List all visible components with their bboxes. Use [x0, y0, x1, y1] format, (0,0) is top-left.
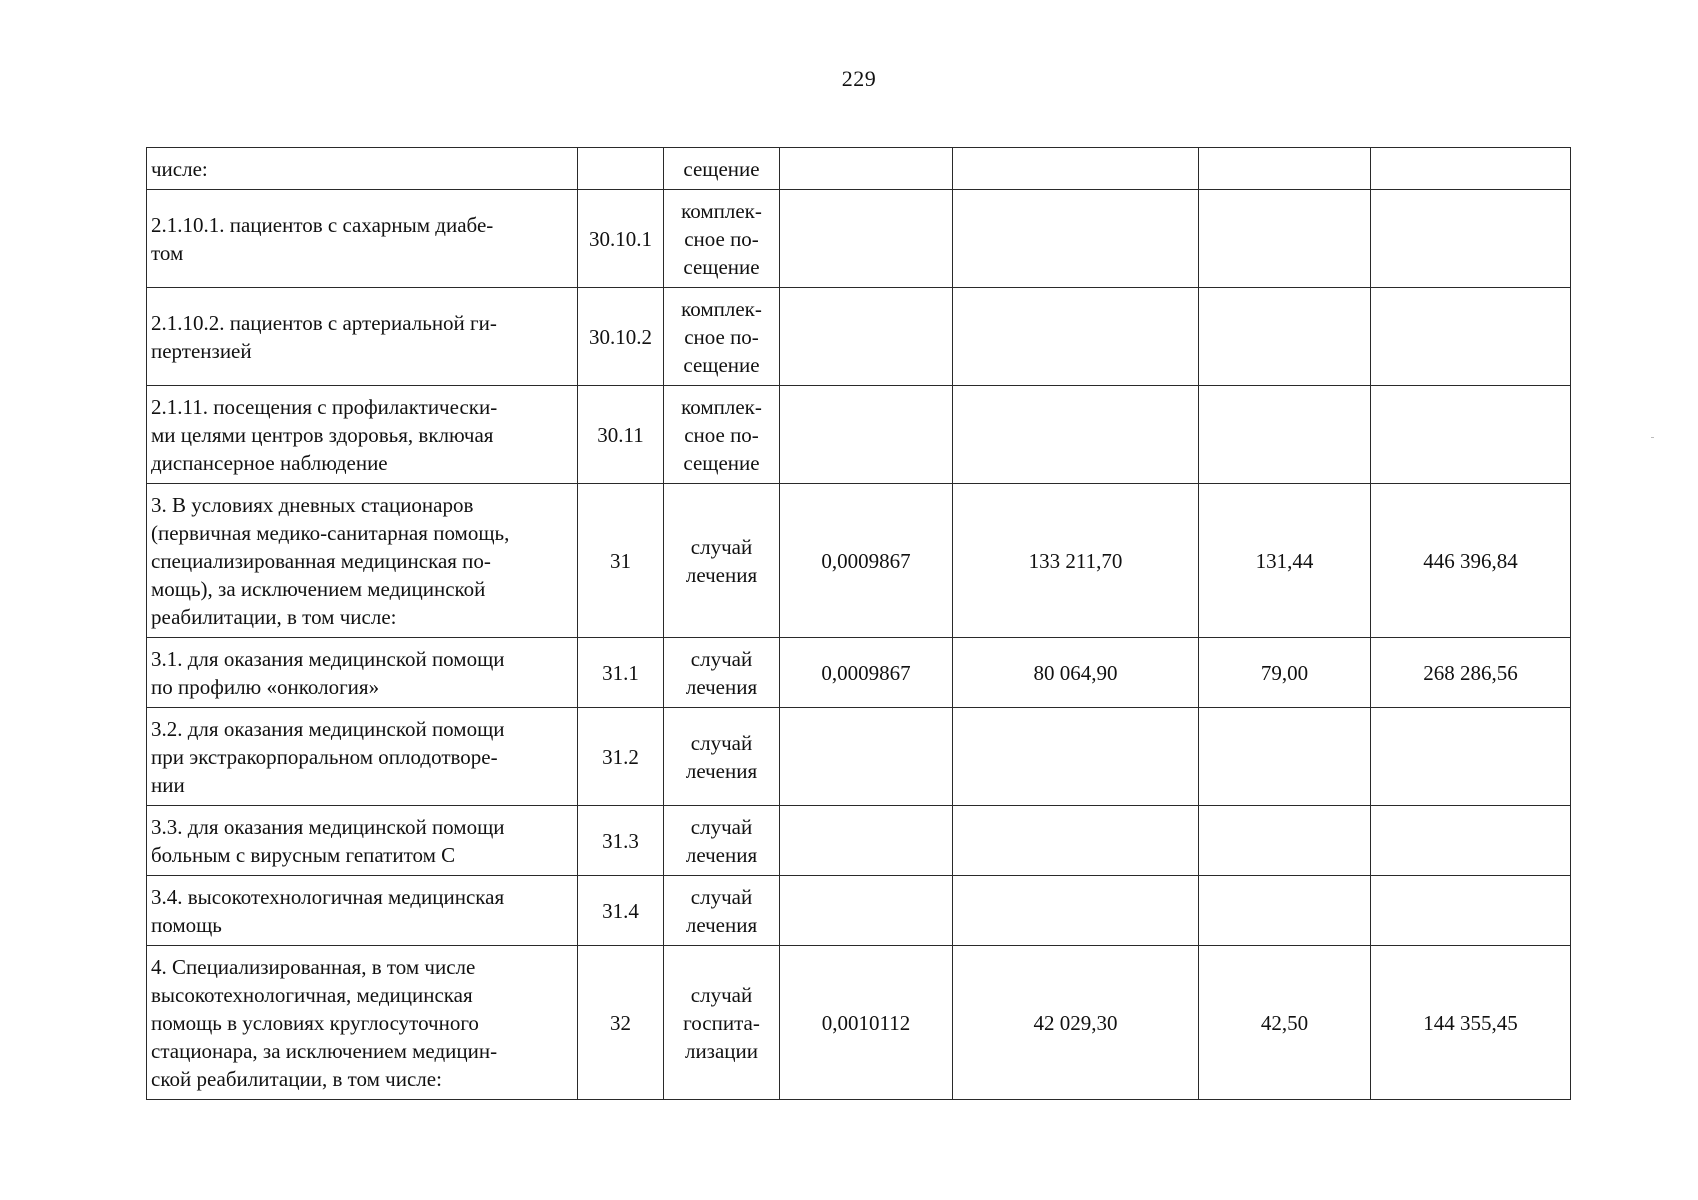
row-value-cell [1371, 386, 1571, 484]
row-value-cell [1371, 708, 1571, 806]
row-name-cell [147, 148, 578, 190]
text-line: том [151, 240, 184, 265]
row-code-cell: 31 [578, 484, 664, 638]
row-unit-cell [664, 876, 780, 946]
text-line: 3.1. для оказания медицинской помощи [151, 646, 505, 671]
row-code-cell: 31.4 [578, 876, 664, 946]
row-value-cell [780, 806, 953, 876]
row-value-cell [1371, 288, 1571, 386]
row-name-cell [147, 876, 578, 946]
row-code-cell: 31.1 [578, 638, 664, 708]
row-value-cell [1199, 190, 1371, 288]
row-code-cell: 30.10.1 [578, 190, 664, 288]
text-line: ской реабилитации, в том числе: [151, 1066, 442, 1091]
text-line: ми целями центров здоровья, включая [151, 422, 494, 447]
text-line: (первичная медико-санитарная помощь, [151, 520, 510, 545]
text-line: лечения [685, 842, 758, 867]
row-unit-cell [664, 288, 780, 386]
row-value-cell [1199, 708, 1371, 806]
text-line: сное по- [684, 324, 759, 349]
text-line: нии [151, 772, 185, 797]
row-code-cell: 30.11 [578, 386, 664, 484]
row-value-cell [953, 386, 1199, 484]
row-unit-cell [664, 946, 780, 1100]
row-value-cell [780, 876, 953, 946]
text-line: реабилитации, в том числе: [151, 604, 397, 629]
text-line: 3.2. для оказания медицинской помощи [151, 716, 505, 741]
row-value-cell: 133 211,70 [953, 484, 1199, 638]
table-row [147, 148, 1571, 190]
row-unit-cell [664, 708, 780, 806]
text-line: случай [690, 646, 753, 671]
table-row [147, 876, 1571, 946]
table-row [147, 638, 1571, 708]
text-line: сещение [683, 450, 760, 475]
row-value-cell: 80 064,90 [953, 638, 1199, 708]
text-line: случай [690, 730, 753, 755]
row-value-cell [1199, 288, 1371, 386]
table-row [147, 708, 1571, 806]
row-value-cell [780, 708, 953, 806]
text-line: комплек- [681, 394, 762, 419]
tariff-table [146, 147, 1571, 1100]
row-value-cell [953, 190, 1199, 288]
text-line: лизации [684, 1038, 759, 1063]
text-line: сещение [683, 254, 760, 279]
text-line: больным с вирусным гепатитом С [151, 842, 456, 867]
text-line: по профилю «онкология» [151, 674, 380, 699]
row-value-cell: 42,50 [1199, 946, 1371, 1100]
scan-artifact [1651, 437, 1654, 438]
row-value-cell [953, 806, 1199, 876]
text-line: помощь [151, 912, 222, 937]
text-line: комплек- [681, 296, 762, 321]
text-line: 3.4. высокотехнологичная медицинская [151, 884, 505, 909]
row-value-cell: 0,0009867 [780, 638, 953, 708]
row-unit-cell [664, 386, 780, 484]
row-value-cell [780, 288, 953, 386]
row-unit-cell [664, 806, 780, 876]
text-line: лечения [685, 674, 758, 699]
row-value-cell [1199, 148, 1371, 190]
text-line: специализированная медицинская по- [151, 548, 491, 573]
row-value-cell [1199, 876, 1371, 946]
text-line: 4. Специализированная, в том числе [151, 954, 476, 979]
text-line: сещение [683, 156, 760, 181]
text-line: случай [690, 814, 753, 839]
row-value-cell [1199, 806, 1371, 876]
row-code-cell [578, 148, 664, 190]
row-code-cell: 31.2 [578, 708, 664, 806]
row-value-cell [1371, 806, 1571, 876]
row-name-cell [147, 708, 578, 806]
row-name-cell [147, 386, 578, 484]
row-value-cell [1371, 148, 1571, 190]
text-line: стационара, за исключением медицин- [151, 1038, 498, 1063]
text-line: сное по- [684, 422, 759, 447]
row-name-cell [147, 288, 578, 386]
row-value-cell [1371, 190, 1571, 288]
row-value-cell [1199, 386, 1371, 484]
text-line: лечения [685, 562, 758, 587]
text-line: 2.1.10.2. пациентов с артериальной ги- [151, 310, 497, 335]
row-unit-cell [664, 148, 780, 190]
text-line: случай [690, 884, 753, 909]
row-unit-cell [664, 190, 780, 288]
row-name-cell [147, 484, 578, 638]
row-value-cell [1371, 876, 1571, 946]
text-line: сещение [683, 352, 760, 377]
text-line: мощь), за исключением медицинской [151, 576, 486, 601]
text-line: при экстракорпоральном оплодотворе- [151, 744, 498, 769]
text-line: 3.3. для оказания медицинской помощи [151, 814, 505, 839]
row-value-cell: 268 286,56 [1371, 638, 1571, 708]
table-row [147, 288, 1571, 386]
table-row [147, 806, 1571, 876]
row-value-cell [780, 190, 953, 288]
row-value-cell: 42 029,30 [953, 946, 1199, 1100]
row-value-cell [780, 148, 953, 190]
row-unit-cell [664, 484, 780, 638]
table-row [147, 484, 1571, 638]
row-value-cell [953, 876, 1199, 946]
row-name-cell [147, 806, 578, 876]
row-name-cell [147, 638, 578, 708]
row-unit-cell [664, 638, 780, 708]
row-value-cell [953, 148, 1199, 190]
text-line: сное по- [684, 226, 759, 251]
text-line: диспансерное наблюдение [151, 450, 388, 475]
row-value-cell [953, 288, 1199, 386]
row-value-cell: 0,0009867 [780, 484, 953, 638]
text-line: случай [690, 982, 753, 1007]
row-name-cell [147, 190, 578, 288]
text-line: лечения [685, 758, 758, 783]
row-value-cell: 446 396,84 [1371, 484, 1571, 638]
row-value-cell [780, 386, 953, 484]
text-line: высокотехнологичная, медицинская [151, 982, 473, 1007]
text-line: пертензией [151, 338, 252, 363]
table-row [147, 386, 1571, 484]
row-code-cell: 30.10.2 [578, 288, 664, 386]
text-line: лечения [685, 912, 758, 937]
row-value-cell: 79,00 [1199, 638, 1371, 708]
table-row [147, 946, 1571, 1100]
table-row [147, 190, 1571, 288]
row-value-cell: 131,44 [1199, 484, 1371, 638]
text-line: 2.1.10.1. пациентов с сахарным диабе- [151, 212, 494, 237]
row-value-cell: 144 355,45 [1371, 946, 1571, 1100]
text-line: госпита- [683, 1010, 760, 1035]
row-value-cell [953, 708, 1199, 806]
row-code-cell: 32 [578, 946, 664, 1100]
text-line: 3. В условиях дневных стационаров [151, 492, 474, 517]
text-line: комплек- [681, 198, 762, 223]
row-name-cell [147, 946, 578, 1100]
text-line: помощь в условиях круглосуточного [151, 1010, 479, 1035]
row-code-cell: 31.3 [578, 806, 664, 876]
table-body [147, 148, 1571, 1100]
text-line: числе: [151, 156, 208, 181]
row-value-cell: 0,0010112 [780, 946, 953, 1100]
page-number: 229 [841, 66, 877, 91]
text-line: случай [690, 534, 753, 559]
text-line: 2.1.11. посещения с профилактически- [151, 394, 498, 419]
